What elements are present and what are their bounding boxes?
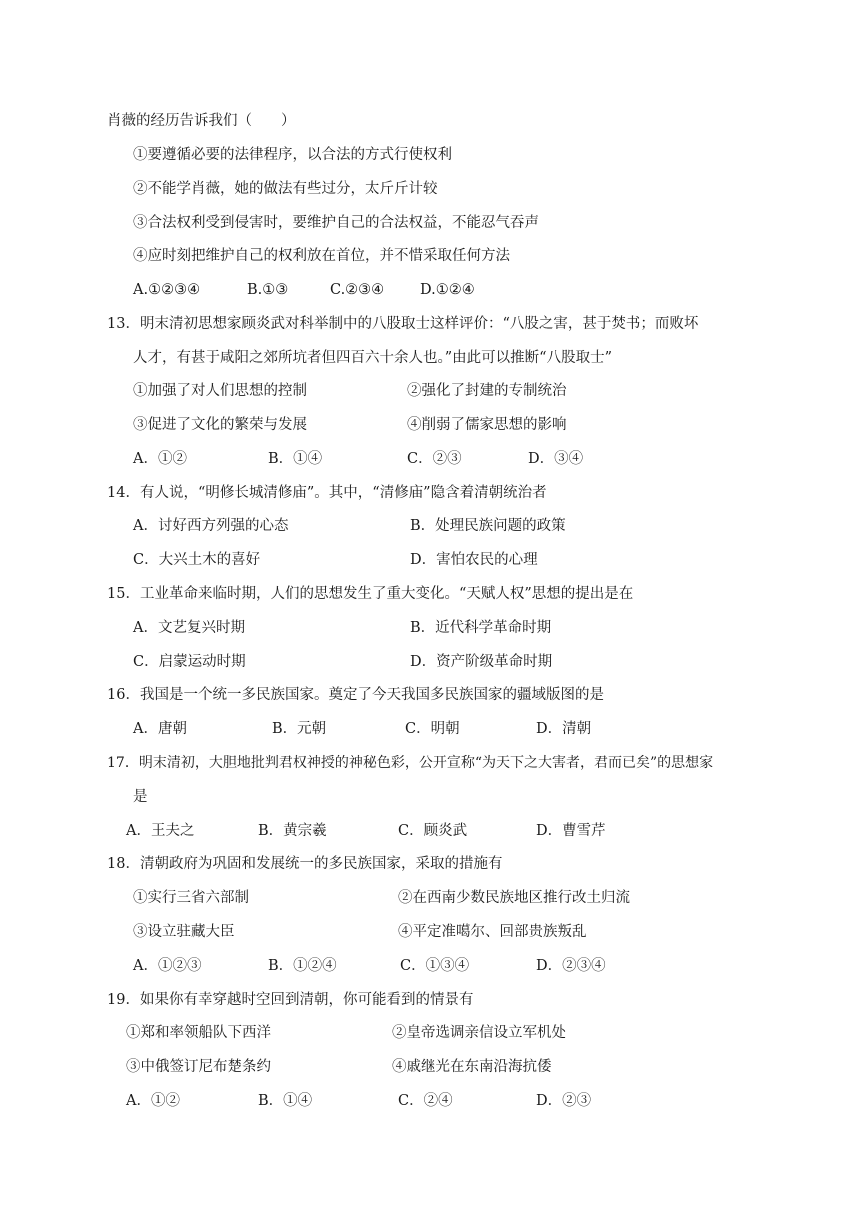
q13-item-4: ④削弱了儒家思想的影响 (407, 417, 567, 433)
q13-item-3: ③促进了文化的繁荣与发展 (133, 417, 307, 433)
q13-stem-line-2: 人才，有甚于咸阳之郊所坑者但四百六十余人也。”由此可以推断“八股取士” (133, 350, 612, 366)
q12-item-2: ②不能学肖薇，她的做法有些过分，太斤斤计较 (133, 181, 438, 197)
q12-item-1: ①要遵循必要的法律程序，以合法的方式行使权利 (133, 147, 452, 163)
q19-option-b: B．①④ (258, 1093, 313, 1109)
q13-option-b: B．①④ (268, 451, 323, 467)
q18-option-d: D．②③④ (536, 958, 606, 974)
q12-option-d: D.①②④ (420, 282, 475, 298)
q15-stem: 15．工业革命来临时期，人们的思想发生了重大变化。“天赋人权”思想的提出是在 (107, 586, 634, 602)
q12-item-4: ④应时刻把维护自己的权利放在首位，并不惜采取任何方法 (133, 248, 510, 264)
q12-option-b: B.①③ (247, 282, 289, 298)
q18-option-b: B．①②④ (268, 958, 337, 974)
q16-option-d: D．清朝 (536, 721, 592, 737)
q18-item-2: ②在西南少数民族地区推行改土归流 (398, 890, 630, 906)
q18-option-c: C．①③④ (400, 958, 470, 974)
q19-option-a: A．①② (126, 1093, 180, 1109)
q15-option-d: D．资产阶级革命时期 (410, 654, 553, 670)
q12-item-3: ③合法权利受到侵害时，要维护自己的合法权益，不能忍气吞声 (133, 215, 539, 231)
q16-option-c: C．明朝 (405, 721, 460, 737)
q18-stem: 18．清朝政府为巩固和发展统一的多民族国家，采取的措施有 (107, 856, 503, 872)
q19-item-2: ②皇帝选调亲信设立军机处 (392, 1025, 566, 1041)
q15-option-b: B．近代科学革命时期 (410, 620, 552, 636)
q16-option-a: A．唐朝 (133, 721, 187, 737)
q17-stem-line-2: 是 (133, 789, 148, 805)
q16-stem: 16．我国是一个统一多民族国家。奠定了今天我国多民族国家的疆域版图的是 (107, 687, 604, 703)
q18-item-4: ④平定准噶尔、回部贵族叛乱 (398, 924, 587, 940)
q16-option-b: B．元朝 (272, 721, 327, 737)
q14-option-a: A．讨好西方列强的心态 (133, 518, 289, 534)
q19-item-3: ③中俄签订尼布楚条约 (126, 1059, 271, 1075)
q12-stem: 肖薇的经历告诉我们（ ） (107, 113, 296, 129)
q12-option-c: C.②③④ (330, 282, 385, 298)
q15-option-c: C．启蒙运动时期 (133, 654, 246, 670)
q18-option-a: A．①②③ (133, 958, 202, 974)
q17-option-c: C．顾炎武 (398, 823, 468, 839)
q17-option-a: A．王夫之 (126, 823, 195, 839)
q13-option-d: D．③④ (528, 451, 584, 467)
q14-option-d: D．害怕农民的心理 (410, 552, 538, 568)
q12-option-a: A.①②③④ (133, 282, 201, 298)
q14-option-c: C．大兴土木的喜好 (133, 552, 261, 568)
q18-item-3: ③设立驻藏大臣 (133, 924, 235, 940)
q13-item-1: ①加强了对人们思想的控制 (133, 383, 307, 399)
q18-item-1: ①实行三省六部制 (133, 890, 249, 906)
q14-stem: 14．有人说，“明修长城清修庙”。其中，“清修庙”隐含着清朝统治者 (107, 485, 547, 501)
q19-item-1: ①郑和率领船队下西洋 (126, 1025, 271, 1041)
q13-item-2: ②强化了封建的专制统治 (407, 383, 567, 399)
q19-option-d: D．②③ (536, 1093, 592, 1109)
q19-item-4: ④戚继光在东南沿海抗倭 (392, 1059, 552, 1075)
q13-option-a: A．①② (133, 451, 187, 467)
q13-option-c: C．②③ (407, 451, 462, 467)
q13-stem-line-1: 13．明末清初思想家顾炎武对科举制中的八股取士这样评价：“八股之害，甚于焚书；而败坏 (107, 316, 699, 332)
q19-stem: 19．如果你有幸穿越时空回到清朝，你可能看到的情景有 (107, 992, 474, 1008)
q17-option-b: B．黄宗羲 (258, 823, 327, 839)
q17-stem-line-1: 17．明末清初，大胆地批判君权神授的神秘色彩，公开宣称“为天下之大害者，君而已矣”的思想家 (107, 755, 714, 771)
q19-option-c: C．②④ (398, 1093, 453, 1109)
q17-option-d: D．曹雪芹 (536, 823, 606, 839)
q14-option-b: B．处理民族问题的政策 (410, 518, 566, 534)
q15-option-a: A．文艺复兴时期 (133, 620, 245, 636)
